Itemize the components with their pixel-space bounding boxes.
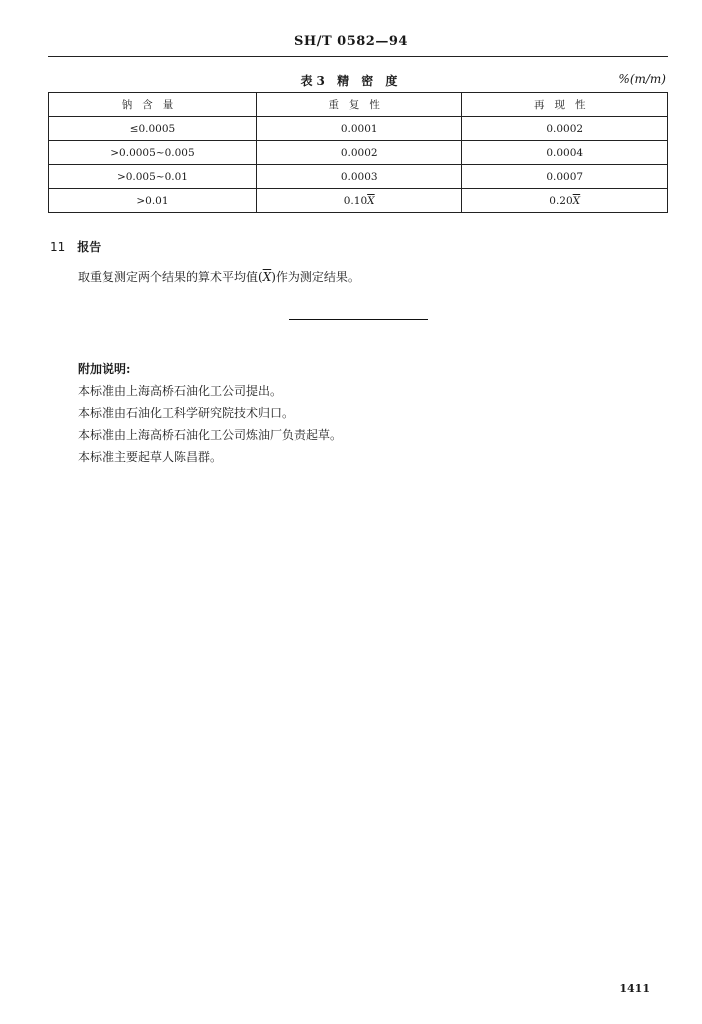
- column-header-reproducibility: 再现性: [462, 93, 668, 117]
- coefficient: 0.10: [343, 194, 368, 207]
- table-unit: %(m/m): [618, 72, 666, 86]
- additional-notes: [78, 358, 342, 468]
- mean-symbol: $\overline{X}$: [262, 270, 272, 284]
- section-heading: [50, 238, 101, 255]
- section-title: 报告: [77, 240, 102, 254]
- mean-symbol: $\overline{X}$: [572, 194, 581, 207]
- header-divider: [48, 56, 668, 57]
- cell-repeatability: 0.0003: [256, 165, 462, 189]
- table-row: [49, 141, 668, 165]
- body-suffix: )作为测定结果。: [271, 270, 360, 284]
- precision-table: [48, 92, 668, 213]
- cell-reproducibility: 0.0007: [462, 165, 668, 189]
- cell-reproducibility: [462, 189, 668, 213]
- end-rule: [289, 319, 428, 320]
- notes-title: 附加说明:: [78, 362, 131, 376]
- cell-repeatability: 0.0002: [256, 141, 462, 165]
- mean-symbol: $\overline{X}$: [367, 194, 375, 207]
- table-row: [49, 189, 668, 213]
- cell-repeatability: 0.0001: [256, 117, 462, 141]
- section-number: 11: [50, 240, 66, 254]
- table-caption: 表3 精 密 度: [300, 74, 402, 88]
- note-line: 本标准由上海高桥石油化工公司提出。: [78, 384, 283, 398]
- table-row: [49, 117, 668, 141]
- body-prefix: 取重复测定两个结果的算术平均值(: [78, 270, 263, 284]
- page-number: 1411: [619, 982, 650, 995]
- cell-content: >0.0005~0.005: [49, 141, 257, 165]
- column-header-content: 钠含量: [49, 93, 257, 117]
- cell-content: >0.01: [49, 189, 257, 213]
- coefficient: 0.20: [549, 194, 573, 207]
- cell-content: >0.005~0.01: [49, 165, 257, 189]
- cell-reproducibility: 0.0004: [462, 141, 668, 165]
- table-header-row: [49, 93, 668, 117]
- standard-code: SH/T 0582—94: [294, 34, 408, 49]
- section-body: [78, 268, 360, 285]
- table-row: [49, 165, 668, 189]
- note-line: 本标准主要起草人陈昌群。: [78, 450, 223, 464]
- note-line: 本标准由上海高桥石油化工公司炼油厂负责起草。: [78, 428, 343, 442]
- note-line: 本标准由石油化工科学研究院技术归口。: [78, 406, 295, 420]
- cell-repeatability: [256, 189, 462, 213]
- cell-content: ≤0.0005: [49, 117, 257, 141]
- cell-reproducibility: 0.0002: [462, 117, 668, 141]
- column-header-repeatability: 重复性: [256, 93, 462, 117]
